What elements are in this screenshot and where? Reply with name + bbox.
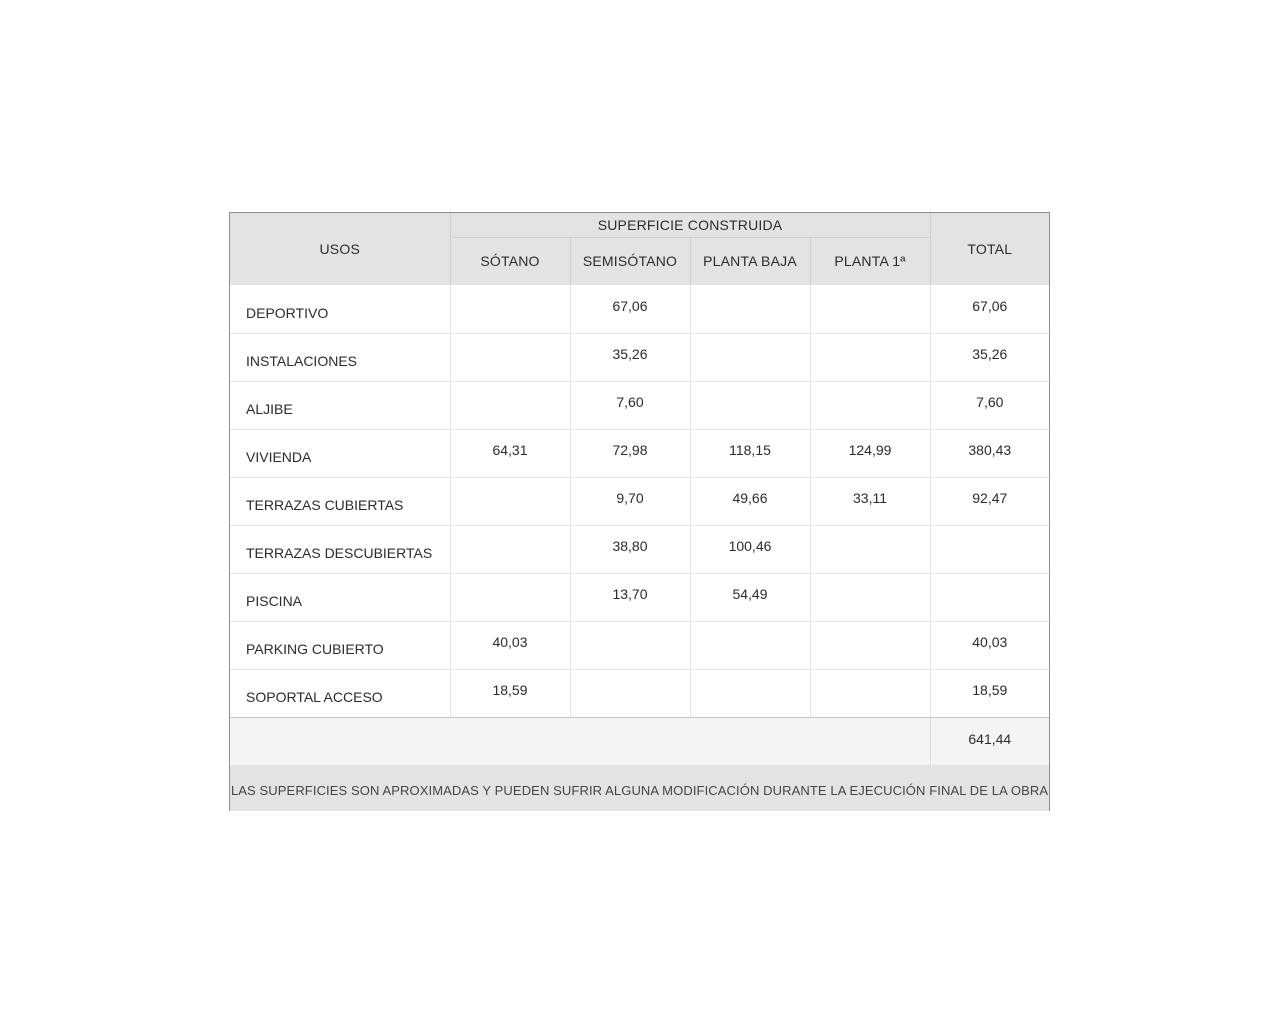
sotano-cell: 18,59 — [450, 669, 570, 717]
total-cell: 67,06 — [930, 285, 1049, 333]
total-cell — [930, 573, 1049, 621]
surface-table-panel — [229, 212, 1050, 811]
planta-1-cell: 124,99 — [810, 429, 930, 477]
semisotano-cell: 67,06 — [570, 285, 690, 333]
sotano-header: SÓTANO — [450, 237, 570, 285]
total-header: TOTAL — [930, 213, 1049, 285]
planta-1-cell — [810, 333, 930, 381]
row-label: TERRAZAS DESCUBIERTAS — [230, 525, 450, 573]
superficie-construida-header: SUPERFICIE CONSTRUIDA — [450, 213, 930, 237]
semisotano-cell: 13,70 — [570, 573, 690, 621]
planta-1-cell — [810, 381, 930, 429]
disclaimer-note: LAS SUPERFICIES SON APROXIMADAS Y PUEDEN SUFRIR ALGUNA MODIFICACIÓN DURANTE LA EJECUCIÓN FINAL DE LA OBRA — [230, 765, 1049, 811]
table-row — [230, 669, 1049, 717]
table-row — [230, 429, 1049, 477]
sotano-cell: 40,03 — [450, 621, 570, 669]
semisotano-cell: 9,70 — [570, 477, 690, 525]
planta-1-cell — [810, 573, 930, 621]
row-label: TERRAZAS CUBIERTAS — [230, 477, 450, 525]
sotano-cell — [450, 333, 570, 381]
row-label: INSTALACIONES — [230, 333, 450, 381]
semisotano-cell — [570, 621, 690, 669]
planta-baja-cell — [690, 381, 810, 429]
planta-baja-cell: 49,66 — [690, 477, 810, 525]
planta-1-cell — [810, 669, 930, 717]
sotano-cell — [450, 573, 570, 621]
planta-1-header: PLANTA 1ª — [810, 237, 930, 285]
table-row — [230, 573, 1049, 621]
grand-total-row — [230, 717, 1049, 765]
table-row — [230, 525, 1049, 573]
grand-total-value: 641,44 — [930, 717, 1049, 765]
semisotano-cell: 38,80 — [570, 525, 690, 573]
planta-baja-cell: 118,15 — [690, 429, 810, 477]
table-header — [230, 213, 1049, 285]
semisotano-cell — [570, 669, 690, 717]
planta-1-cell: 33,11 — [810, 477, 930, 525]
total-cell: 18,59 — [930, 669, 1049, 717]
row-label: DEPORTIVO — [230, 285, 450, 333]
sotano-cell: 64,31 — [450, 429, 570, 477]
semisotano-cell: 7,60 — [570, 381, 690, 429]
planta-baja-cell — [690, 285, 810, 333]
total-cell: 40,03 — [930, 621, 1049, 669]
planta-1-cell — [810, 285, 930, 333]
planta-baja-header: PLANTA BAJA — [690, 237, 810, 285]
sotano-cell — [450, 285, 570, 333]
sotano-cell — [450, 477, 570, 525]
table-row — [230, 285, 1049, 333]
table-row — [230, 621, 1049, 669]
table-row — [230, 333, 1049, 381]
total-cell: 380,43 — [930, 429, 1049, 477]
planta-baja-cell — [690, 621, 810, 669]
table-footer — [230, 717, 1049, 811]
sotano-cell — [450, 525, 570, 573]
semisotano-header: SEMISÓTANO — [570, 237, 690, 285]
row-label: VIVIENDA — [230, 429, 450, 477]
table-row — [230, 477, 1049, 525]
total-cell: 7,60 — [930, 381, 1049, 429]
row-label: PISCINA — [230, 573, 450, 621]
planta-baja-cell: 100,46 — [690, 525, 810, 573]
grand-total-spacer — [230, 717, 930, 765]
planta-baja-cell — [690, 333, 810, 381]
semisotano-cell: 35,26 — [570, 333, 690, 381]
usos-header: USOS — [230, 213, 450, 285]
row-label: ALJIBE — [230, 381, 450, 429]
planta-1-cell — [810, 525, 930, 573]
semisotano-cell: 72,98 — [570, 429, 690, 477]
planta-1-cell — [810, 621, 930, 669]
total-cell — [930, 525, 1049, 573]
surface-table — [230, 213, 1049, 811]
row-label: SOPORTAL ACCESO — [230, 669, 450, 717]
table-row — [230, 381, 1049, 429]
total-cell: 35,26 — [930, 333, 1049, 381]
planta-baja-cell: 54,49 — [690, 573, 810, 621]
total-cell: 92,47 — [930, 477, 1049, 525]
sotano-cell — [450, 381, 570, 429]
planta-baja-cell — [690, 669, 810, 717]
row-label: PARKING CUBIERTO — [230, 621, 450, 669]
table-body — [230, 285, 1049, 717]
disclaimer-row — [230, 765, 1049, 811]
